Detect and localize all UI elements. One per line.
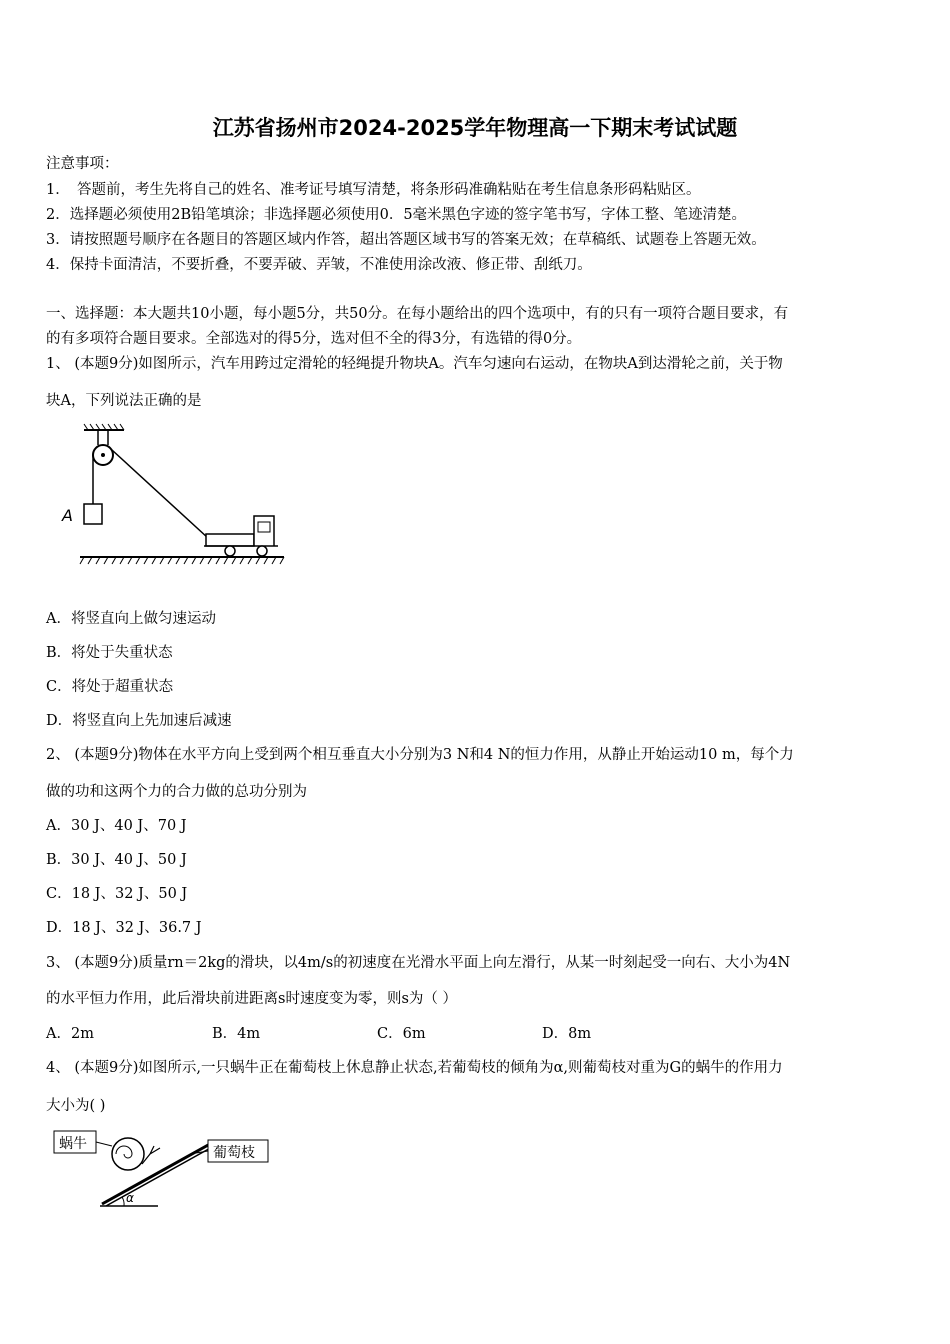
section-intro-line1: 一、选择题：本大题共10小题，每小题5分，共50分。在每小题给出的四个选项中，有的只有一项符合题目要求，有 <box>46 306 789 322</box>
notice-item-3: 3．请按照题号顺序在各题目的答题区域内作答，超出答题区域书写的答案无效；在草稿纸、试题卷上答题无效。 <box>46 232 766 248</box>
q1-stem-line1: 1、 (本题9分)如图所示，汽车用跨过定滑轮的轻绳提升物块A。汽车匀速向右运动，在物块A到达滑轮之前，关于物 <box>46 356 783 372</box>
q3-option-d: D．8m <box>542 1026 592 1042</box>
q1-option-c: C．将处于超重状态 <box>46 679 174 695</box>
section-intro-line2: 的有多项符合题目要求。全部选对的得5分，选对但不全的得3分，有选错的得0分。 <box>46 331 582 347</box>
q1-option-b: B．将处于失重状态 <box>46 645 173 661</box>
notice-heading: 注意事项： <box>46 156 119 172</box>
notice-item-2: 2．选择题必须使用2B铅笔填涂；非选择题必须使用0．5毫米黑色字迹的签字笔书写，字体工整、笔迹清楚。 <box>46 207 747 223</box>
q2-option-a: A．30 J、40 J、70 J <box>46 818 187 834</box>
q2-option-b: B．30 J、40 J、50 J <box>46 852 187 868</box>
q4-stem-line2: 大小为( ) <box>46 1098 106 1114</box>
q2-stem-line2: 做的功和这两个力的合力做的总功分别为 <box>46 784 307 800</box>
notice-item-4: 4．保持卡面清洁，不要折叠，不要弄破、弄皱，不准使用涂改液、修正带、刮纸刀。 <box>46 257 592 273</box>
q4-stem-line1: 4、 (本题9分)如图所示,一只蜗牛正在葡萄枝上休息静止状态,若葡萄枝的倾角为α,则葡萄枝对重为G的蜗牛的作用力 <box>46 1060 783 1076</box>
q3-option-a: A．2m <box>46 1026 94 1042</box>
q4-branch-label: 葡萄枝 <box>213 1145 255 1161</box>
q1-pulley-truck-figure <box>58 420 288 570</box>
q3-stem-line1: 3、 (本题9分)质量rn＝2kg的滑块，以4m/s的初速度在光滑水平面上向左滑行，从某一时刻起受一向右、大小为4N <box>46 955 791 971</box>
q2-stem-line1: 2、 (本题9分)物体在水平方向上受到两个相互垂直大小分别为3 N和4 N的恒力作用，从静止开始运动10 m，每个力 <box>46 747 794 763</box>
q3-stem-line2: 的水平恒力作用，此后滑块前进距离s时速度变为零，则s为（ ） <box>46 991 457 1007</box>
q2-option-c: C．18 J、32 J、50 J <box>46 886 188 902</box>
q4-angle-label: α <box>126 1191 134 1205</box>
page-title: 江苏省扬州市2024-2025学年物理高一下期末考试试题 <box>212 116 738 140</box>
q1-option-d: D．将竖直向上先加速后减速 <box>46 713 232 729</box>
q1-block-label: A <box>62 506 73 525</box>
q1-option-a: A．将竖直向上做匀速运动 <box>46 611 216 627</box>
q1-stem-line2: 块A，下列说法正确的是 <box>46 393 202 409</box>
q2-option-d: D．18 J、32 J、36.7 J <box>46 920 202 936</box>
q3-option-b: B．4m <box>212 1026 261 1042</box>
q4-snail-label: 蜗牛 <box>59 1136 87 1152</box>
q4-snail-branch-figure <box>50 1124 275 1212</box>
notice-item-1: 1． 答题前，考生先将自己的姓名、准考证号填写清楚，将条形码准确粘贴在考生信息条形码粘贴区。 <box>46 182 701 198</box>
q3-option-c: C．6m <box>377 1026 426 1042</box>
